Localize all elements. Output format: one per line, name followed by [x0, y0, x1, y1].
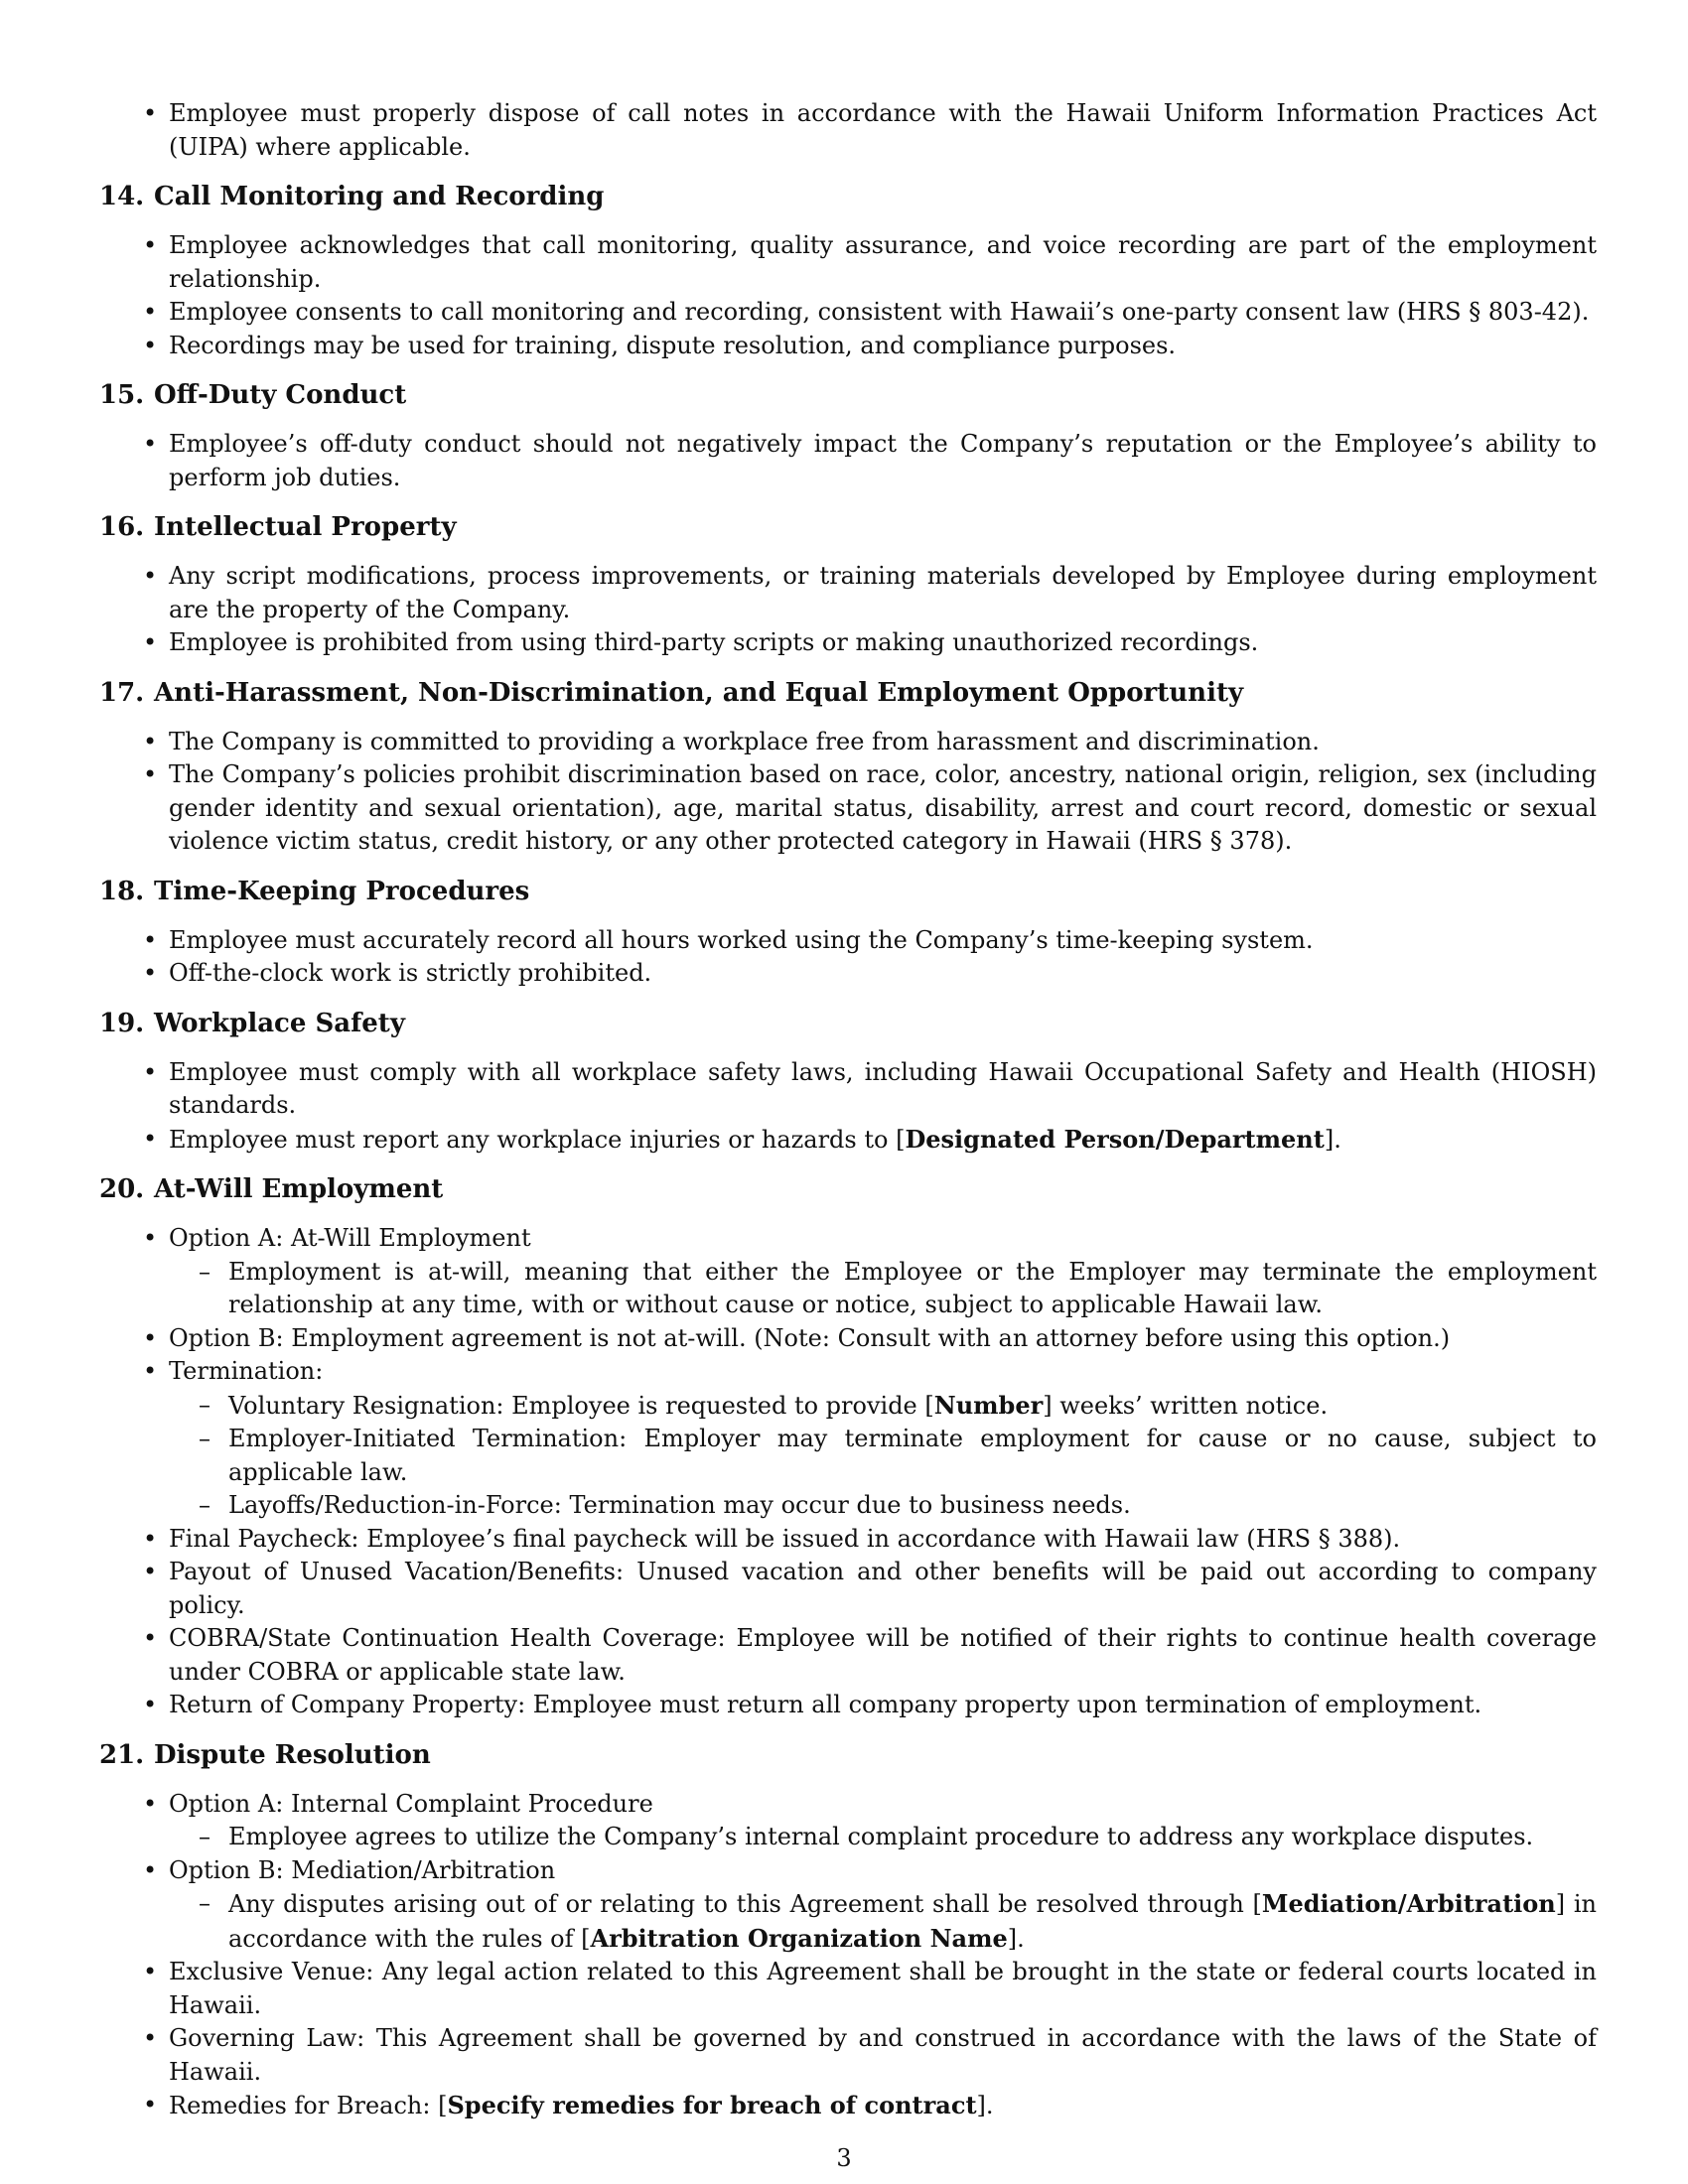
bullet-list	[99, 560, 1597, 660]
sub-list	[169, 1389, 1597, 1523]
list-item: • Employee must comply with all workplace safety laws, including Hawaii Occupational Safety and Health (HIOSH) standards.	[99, 1056, 1597, 1123]
sub-list-item	[169, 1389, 1597, 1424]
section-title: Workplace Safety	[154, 1008, 405, 1038]
section-number: 14.	[99, 182, 145, 211]
placeholder-field: Arbitration Organization Name	[590, 1923, 1008, 1953]
text-span: Any disputes arising out of or relating to this Agreement shall be resolved through [	[228, 1890, 1262, 1918]
list-item: • Exclusive Venue: Any legal action related to this Agreement shall be brought in the state or federal courts located in Hawaii.	[99, 1956, 1597, 2022]
bullet-list	[99, 726, 1597, 859]
list-item	[99, 1788, 1597, 1854]
list-item: • The Company’s policies prohibit discrimination based on race, color, ancestry, national origin, religion, sex (including gender identity and sexual orientation), age, marital status, disability, arrest and court record, domestic or sexual violence victim status, credit history, or any other protected category in Hawaii (HRS § 378).	[99, 758, 1597, 859]
text-span: ].	[976, 2092, 994, 2119]
list-item: • Employee acknowledges that call monitoring, quality assurance, and voice recording are part of the employment relationship.	[99, 229, 1597, 296]
section-heading	[99, 1007, 1597, 1040]
sub-list-item: – Employment is at-will, meaning that either the Employee or the Employer may terminate the employment relationship at any time, with or without cause or notice, subject to applicable Hawaii law.	[169, 1256, 1597, 1322]
section-number: 18.	[99, 876, 145, 906]
section-20	[99, 1172, 1597, 1722]
bullet-list	[99, 1222, 1597, 1722]
text-span: Voluntary Resignation: Employee is requested to provide [	[228, 1391, 934, 1420]
option-a-label: Option A: At-Will Employment	[169, 1224, 531, 1252]
placeholder-field: Specify remedies for breach of contract	[447, 2091, 977, 2119]
section-14	[99, 180, 1597, 362]
intro-block	[99, 97, 1597, 164]
text-span: Remedies for Breach: [	[169, 2092, 448, 2119]
section-title: Intellectual Property	[154, 512, 457, 542]
section-number: 17.	[99, 677, 145, 708]
list-item: • Recordings may be used for training, dispute resolution, and compliance purposes.	[99, 330, 1597, 363]
section-heading	[99, 676, 1597, 710]
termination-label: Termination:	[169, 1357, 324, 1385]
section-heading	[99, 875, 1597, 908]
section-number: 20.	[99, 1174, 145, 1204]
document-page	[99, 97, 1597, 2123]
section-15	[99, 378, 1597, 494]
text-span: ].	[1324, 1125, 1341, 1154]
list-item	[99, 1222, 1597, 1322]
list-item: • Employee’s off-duty conduct should not negatively impact the Company’s reputation or the Employee’s ability to perform job duties.	[99, 428, 1597, 494]
section-heading	[99, 378, 1597, 412]
placeholder-field: Designated Person/Department	[905, 1124, 1325, 1154]
list-item: • Governing Law: This Agreement shall be governed by and construed in accordance with the laws of the State of Hawaii.	[99, 2022, 1597, 2089]
list-item: • Return of Company Property: Employee must return all company property upon termination of employment.	[99, 1689, 1597, 1722]
list-item: • COBRA/State Continuation Health Coverage: Employee will be notified of their rights to continue health coverage under COBRA or applicable state law.	[99, 1622, 1597, 1689]
list-item: • Option B: Employment agreement is not at-will. (Note: Consult with an attorney before using this option.)	[99, 1322, 1597, 1356]
text-span: Employee must report any workplace injuries or hazards to [	[169, 1125, 906, 1154]
option-b-label: Option B: Mediation/Arbitration	[169, 1855, 556, 1884]
section-17	[99, 676, 1597, 859]
list-item: • Employee must properly dispose of call notes in accordance with the Hawaii Uniform Information Practices Act (UIPA) where applicable.	[99, 97, 1597, 164]
bullet-list	[99, 428, 1597, 494]
section-18	[99, 875, 1597, 991]
section-21	[99, 1738, 1597, 2123]
text-span: ] weeks’ written notice.	[1043, 1391, 1329, 1420]
section-number: 16.	[99, 512, 145, 542]
section-title: Off-Duty Conduct	[154, 380, 407, 410]
sub-list	[169, 1256, 1597, 1322]
bullet-list	[99, 1788, 1597, 2123]
section-number: 19.	[99, 1008, 145, 1038]
list-item: • The Company is committed to providing a workplace free from harassment and discrimination.	[99, 726, 1597, 759]
list-item: • Any script modifications, process improvements, or training materials developed by Employee during employment are the property of the Company.	[99, 560, 1597, 626]
sub-list-item	[169, 1887, 1597, 1956]
section-heading	[99, 180, 1597, 213]
list-item	[99, 2089, 1597, 2123]
sub-list-item: – Employer-Initiated Termination: Employer may terminate employment for cause or no cause, subject to applicable law.	[169, 1423, 1597, 1489]
text-span: ].	[1007, 1924, 1025, 1953]
list-item: • Final Paycheck: Employee’s final paycheck will be issued in accordance with Hawaii law (HRS § 388).	[99, 1523, 1597, 1557]
page-number: 3	[836, 2144, 852, 2172]
intro-list	[99, 97, 1597, 164]
list-item: • Off-the-clock work is strictly prohibited.	[99, 957, 1597, 991]
section-16	[99, 510, 1597, 660]
section-19	[99, 1007, 1597, 1158]
list-item	[99, 1355, 1597, 1523]
section-title: Time-Keeping Procedures	[154, 876, 530, 906]
text-span: ] in accordance with the rules of [	[228, 1890, 1597, 1953]
sub-list	[169, 1887, 1597, 1956]
section-heading	[99, 510, 1597, 544]
bullet-list	[99, 229, 1597, 362]
section-number: 15.	[99, 380, 145, 410]
sub-list	[169, 1821, 1597, 1854]
bullet-list	[99, 1056, 1597, 1158]
list-item: • Employee must accurately record all hours worked using the Company’s time-keeping system.	[99, 924, 1597, 958]
section-title: At-Will Employment	[154, 1174, 444, 1204]
list-item: • Employee consents to call monitoring and recording, consistent with Hawaii’s one-party consent law (HRS § 803-42).	[99, 296, 1597, 330]
placeholder-field: Number	[933, 1390, 1044, 1420]
option-a-label: Option A: Internal Complaint Procedure	[169, 1789, 653, 1818]
section-heading	[99, 1738, 1597, 1772]
sub-list-item: – Employee agrees to utilize the Company’s internal complaint procedure to address any workplace disputes.	[169, 1821, 1597, 1854]
placeholder-field: Mediation/Arbitration	[1261, 1889, 1556, 1918]
sub-list-item: – Layoffs/Reduction-in-Force: Termination may occur due to business needs.	[169, 1489, 1597, 1523]
section-title: Anti-Harassment, Non-Discrimination, and Equal Employment Opportunity	[154, 677, 1244, 708]
bullet-list	[99, 924, 1597, 991]
section-heading	[99, 1172, 1597, 1206]
list-item	[99, 1854, 1597, 1957]
section-title: Call Monitoring and Recording	[154, 182, 605, 211]
list-item: • Payout of Unused Vacation/Benefits: Unused vacation and other benefits will be paid out according to company policy.	[99, 1556, 1597, 1622]
section-title: Dispute Resolution	[154, 1739, 431, 1770]
section-number: 21.	[99, 1739, 145, 1770]
list-item: • Employee is prohibited from using third-party scripts or making unauthorized recordings.	[99, 626, 1597, 660]
list-item	[99, 1123, 1597, 1158]
